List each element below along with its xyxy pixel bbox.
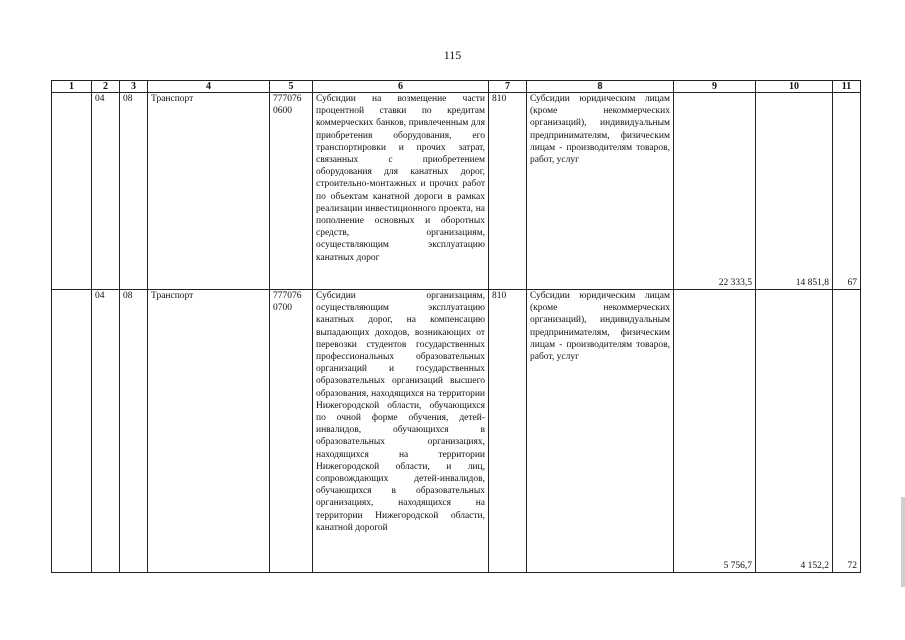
budget-table xyxy=(51,80,861,573)
cell-target-code: 777076 0700 xyxy=(270,290,313,573)
cell-expense-type: 810 xyxy=(489,93,527,290)
column-header-3: 3 xyxy=(120,81,148,93)
cell-section: 04 xyxy=(92,290,120,573)
table-header-row xyxy=(52,81,861,93)
column-header-8: 8 xyxy=(527,81,674,93)
column-header-7: 7 xyxy=(489,81,527,93)
cell-expense-type-name: Субсидии юридическим лицам (кроме некоммерческих организаций), индивидуальным предпринимателям, физическим лицам - производителям товаров, работ, услуг xyxy=(527,93,674,290)
column-header-1: 1 xyxy=(52,81,92,93)
column-header-4: 4 xyxy=(148,81,270,93)
column-header-10: 10 xyxy=(756,81,833,93)
column-header-11: 11 xyxy=(833,81,861,93)
table-row xyxy=(52,93,861,290)
cell-description: Субсидии на возмещение части процентной ставки по кредитам коммерческих банков, привлеченным для приобретения оборудования, его транспортировки и прочих затрат, связанных с приобретением оборудования для канатных дорог, строительно-монтажных и прочих работ по объектам канатной дороги в рамках реализации инвестиционного проекта, на пополнение основных и оборотных средств, организациям, осуществляющим эксплуатацию канатных дорог xyxy=(313,93,489,290)
cell-percent: 72 xyxy=(833,290,861,573)
cell-amount-col10: 14 851,8 xyxy=(756,93,833,290)
column-header-6: 6 xyxy=(313,81,489,93)
cell-subsection: 08 xyxy=(120,290,148,573)
cell-index xyxy=(52,290,92,573)
cell-amount-col9: 5 756,7 xyxy=(674,290,756,573)
cell-expense-type: 810 xyxy=(489,290,527,573)
cell-expense-type-name: Субсидии юридическим лицам (кроме некоммерческих организаций), индивидуальным предпринимателям, физическим лицам - производителям товаров, работ, услуг xyxy=(527,290,674,573)
cell-index xyxy=(52,93,92,290)
cell-section: 04 xyxy=(92,93,120,290)
column-header-5: 5 xyxy=(270,81,313,93)
cell-subsection: 08 xyxy=(120,93,148,290)
cell-percent: 67 xyxy=(833,93,861,290)
column-header-9: 9 xyxy=(674,81,756,93)
cell-amount-col9: 22 333,5 xyxy=(674,93,756,290)
column-header-2: 2 xyxy=(92,81,120,93)
scan-edge-mark xyxy=(901,497,905,587)
page-number: 115 xyxy=(443,48,462,62)
cell-section-name: Транспорт xyxy=(148,93,270,290)
table-row xyxy=(52,290,861,573)
cell-amount-col10: 4 152,2 xyxy=(756,290,833,573)
cell-section-name: Транспорт xyxy=(148,290,270,573)
cell-target-code: 777076 0600 xyxy=(270,93,313,290)
cell-description: Субсидии организациям, осуществляющим эксплуатацию канатных дорог, на компенсацию выпадающих доходов, возникающих от перевозки студентов государственных профессиональных образовательных организаций и государственных образовательных организаций высшего образования, находящихся на территории Нижегородской области, обучающихся по очной форме обучения, детей-инвалидов, обучающихся в образовательных организациях, находящихся на территории Нижегородской области, и лиц, сопровождающих детей-инвалидов, обучающихся в образовательных организациях, находящихся на территории Нижегородской области, канатной дорогой xyxy=(313,290,489,573)
